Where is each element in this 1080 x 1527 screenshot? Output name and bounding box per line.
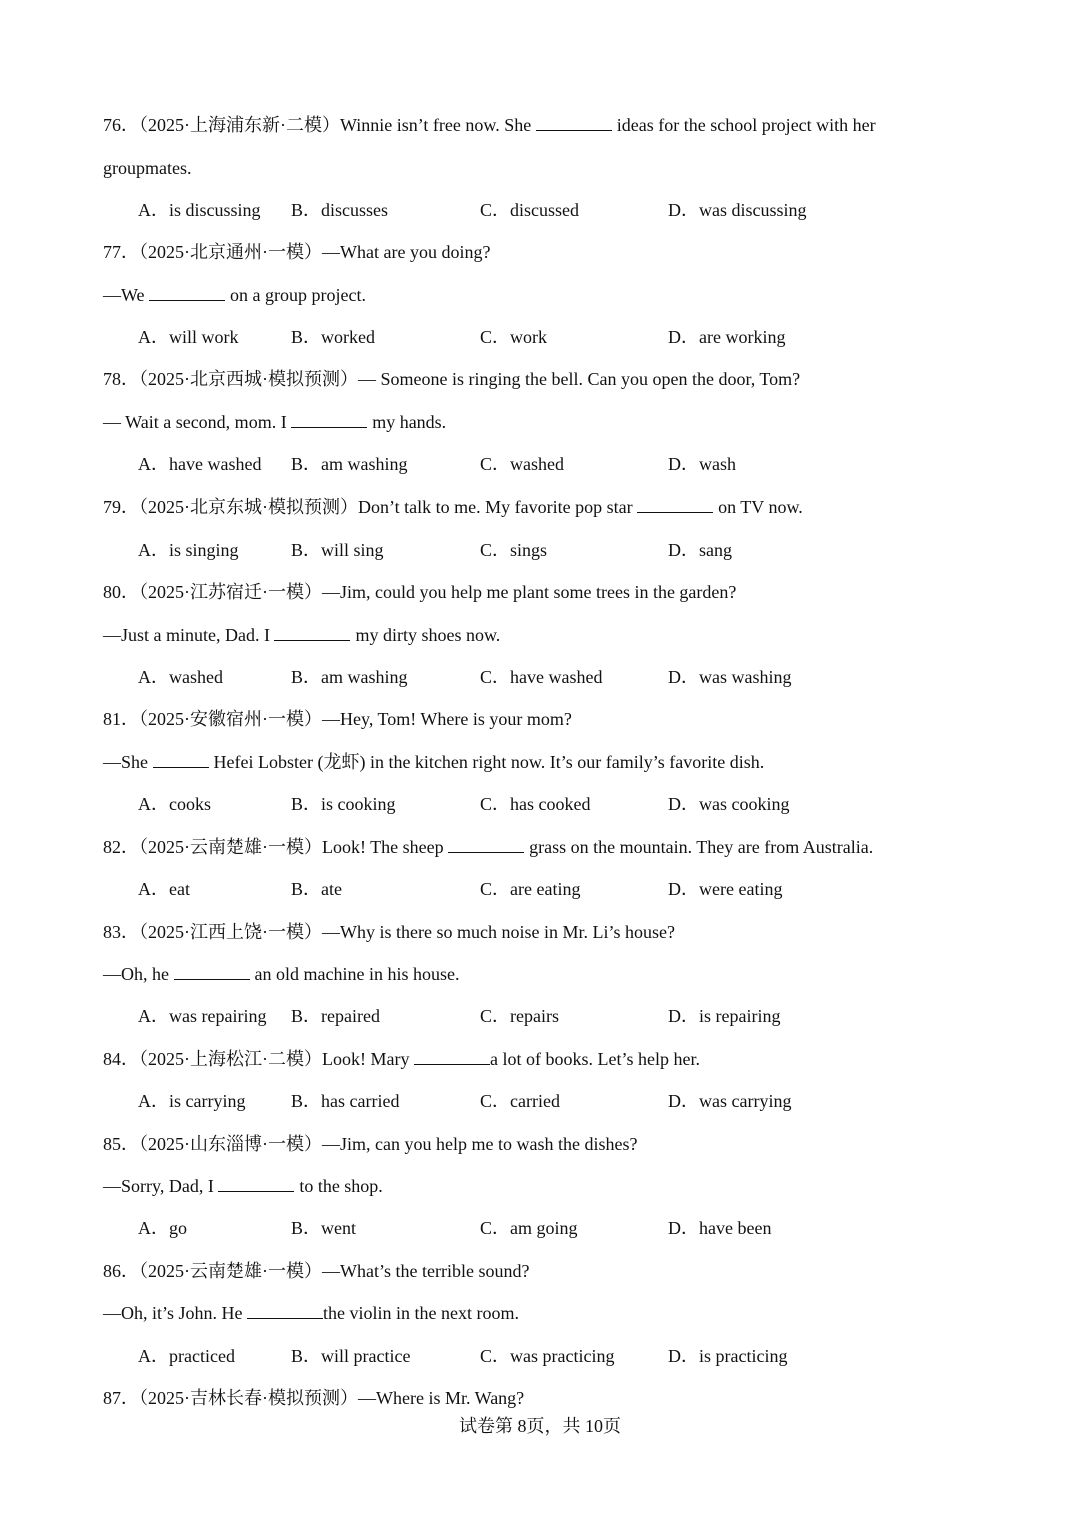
option-c[interactable]: C．was practicing <box>480 1346 615 1366</box>
question-text: Winnie isn’t free now. She <box>340 115 532 135</box>
question-81-options <box>0 789 1080 819</box>
option-a[interactable]: A．is carrying <box>138 1091 246 1111</box>
option-a[interactable]: A．washed <box>138 667 223 687</box>
option-d[interactable]: D．was discussing <box>668 200 807 220</box>
option-b[interactable]: B．worked <box>291 327 375 347</box>
option-a[interactable]: A．cooks <box>138 794 211 814</box>
question-text: Look! Mary <box>322 1049 410 1069</box>
question-number: 76． <box>103 115 139 135</box>
question-text: my dirty shoes now. <box>355 625 501 645</box>
option-d[interactable]: D．was carrying <box>668 1091 792 1111</box>
question-text: —Sorry, Dad, I <box>103 1176 214 1196</box>
question-78-continued <box>0 407 1080 437</box>
question-87-stem <box>0 1383 1080 1413</box>
question-number: 79． <box>103 497 139 517</box>
option-a[interactable]: A．go <box>138 1218 187 1238</box>
question-86-options <box>0 1341 1080 1371</box>
question-text: the violin in the next room. <box>323 1303 519 1323</box>
option-a[interactable]: A．is discussing <box>138 200 261 220</box>
question-text: —Oh, he <box>103 964 169 984</box>
question-text: —What are you doing? <box>322 242 491 262</box>
question-text: Hefei Lobster (龙虾) in the kitchen right now. It’s our family’s favorite dish. <box>213 752 765 772</box>
option-b[interactable]: B．am washing <box>291 454 408 474</box>
question-text: grass on the mountain. They are from Australia. <box>529 837 874 857</box>
question-source: （2025·上海浦东新·二模） <box>139 115 340 135</box>
question-number: 80． <box>103 582 139 602</box>
question-82-stem <box>0 832 1080 862</box>
option-d[interactable]: D．is practicing <box>668 1346 788 1366</box>
answer-blank[interactable] <box>153 766 209 768</box>
option-d[interactable]: D．are working <box>668 327 786 347</box>
option-c[interactable]: C．carried <box>480 1091 560 1111</box>
question-86-stem <box>0 1256 1080 1286</box>
option-c[interactable]: C．sings <box>480 540 548 560</box>
option-a[interactable]: A．practiced <box>138 1346 235 1366</box>
question-77-options <box>0 322 1080 352</box>
option-a[interactable]: A．was repairing <box>138 1006 267 1026</box>
question-79-options <box>0 535 1080 565</box>
answer-blank[interactable] <box>274 639 350 641</box>
question-80-options <box>0 662 1080 692</box>
question-85-stem <box>0 1129 1080 1159</box>
option-b[interactable]: B．went <box>291 1218 356 1238</box>
option-b[interactable]: B．am washing <box>291 667 408 687</box>
question-text: —What’s the terrible sound? <box>322 1261 530 1281</box>
question-text: —Hey, Tom! Where is your mom? <box>322 709 572 729</box>
option-c[interactable]: C．washed <box>480 454 564 474</box>
question-text: —Why is there so much noise in Mr. Li’s house? <box>322 922 675 942</box>
option-b[interactable]: B．is cooking <box>291 794 396 814</box>
question-78-stem <box>0 364 1080 394</box>
question-number: 87． <box>103 1388 139 1408</box>
question-number: 84． <box>103 1049 139 1069</box>
question-77-stem <box>0 237 1080 267</box>
option-d[interactable]: D．is repairing <box>668 1006 781 1026</box>
option-d[interactable]: D．have been <box>668 1218 772 1238</box>
answer-blank[interactable] <box>247 1317 323 1319</box>
question-81-stem <box>0 704 1080 734</box>
option-a[interactable]: A．have washed <box>138 454 262 474</box>
answer-blank[interactable] <box>174 978 250 980</box>
option-b[interactable]: B．repaired <box>291 1006 380 1026</box>
answer-blank[interactable] <box>448 851 524 853</box>
question-source: （2025·上海松江·二模） <box>139 1049 322 1069</box>
question-83-continued <box>0 959 1080 989</box>
option-c[interactable]: C．are eating <box>480 879 581 899</box>
question-source: （2025·吉林长春·模拟预测） <box>139 1388 358 1408</box>
question-76-continued <box>0 153 1080 183</box>
option-d[interactable]: D．was cooking <box>668 794 790 814</box>
question-text: — Wait a second, mom. I <box>103 412 287 432</box>
option-d[interactable]: D．were eating <box>668 879 783 899</box>
question-text: —Where is Mr. Wang? <box>358 1388 525 1408</box>
option-c[interactable]: C．work <box>480 327 547 347</box>
answer-blank[interactable] <box>149 299 225 301</box>
question-number: 86． <box>103 1261 139 1281</box>
option-d[interactable]: D．sang <box>668 540 732 560</box>
question-84-options <box>0 1086 1080 1116</box>
question-76-options <box>0 195 1080 225</box>
option-c[interactable]: C．repairs <box>480 1006 559 1026</box>
page-footer: 试卷第 8页，共 10页 <box>459 1416 621 1436</box>
question-text: ideas for the school project with her <box>616 115 876 135</box>
question-text: my hands. <box>372 412 447 432</box>
answer-blank[interactable] <box>414 1063 490 1065</box>
question-84-stem <box>0 1044 1080 1074</box>
option-c[interactable]: C．am going <box>480 1218 578 1238</box>
option-c[interactable]: C．discussed <box>480 200 579 220</box>
question-85-continued <box>0 1171 1080 1201</box>
answer-blank[interactable] <box>218 1190 294 1192</box>
question-text: a lot of books. Let’s help her. <box>489 1049 700 1069</box>
question-number: 82． <box>103 837 139 857</box>
question-83-options <box>0 1001 1080 1031</box>
question-text: Look! The sheep <box>322 837 444 857</box>
answer-blank[interactable] <box>291 426 367 428</box>
question-source: （2025·云南楚雄·一模） <box>139 1261 322 1281</box>
question-source: （2025·北京东城·模拟预测） <box>139 497 358 517</box>
question-text: —We <box>103 285 145 305</box>
option-b[interactable]: B．will sing <box>291 540 384 560</box>
option-a[interactable]: A．eat <box>138 879 190 899</box>
question-77-continued <box>0 280 1080 310</box>
question-text: — Someone is ringing the bell. Can you open the door, Tom? <box>358 369 801 389</box>
question-text: to the shop. <box>299 1176 383 1196</box>
question-source: （2025·北京通州·一模） <box>139 242 322 262</box>
answer-blank[interactable] <box>637 511 713 513</box>
question-source: （2025·安徽宿州·一模） <box>139 709 322 729</box>
question-86-continued <box>0 1298 1080 1328</box>
option-b[interactable]: B．has carried <box>291 1091 400 1111</box>
question-text: on TV now. <box>718 497 803 517</box>
question-83-stem <box>0 917 1080 947</box>
question-text: —She <box>103 752 148 772</box>
question-text: on a group project. <box>230 285 367 305</box>
question-text: —Jim, can you help me to wash the dishes? <box>322 1134 638 1154</box>
question-85-options <box>0 1213 1080 1243</box>
question-text: —Jim, could you help me plant some trees in the garden? <box>322 582 737 602</box>
question-text: —Just a minute, Dad. I <box>103 625 270 645</box>
question-number: 77． <box>103 242 139 262</box>
question-source: （2025·江苏宿迁·一模） <box>139 582 322 602</box>
question-source: （2025·山东淄博·一模） <box>139 1134 322 1154</box>
question-number: 78． <box>103 369 139 389</box>
option-b[interactable]: B．will practice <box>291 1346 411 1366</box>
question-81-continued <box>0 747 1080 777</box>
question-number: 83． <box>103 922 139 942</box>
option-b[interactable]: B．discusses <box>291 200 389 220</box>
question-text: Don’t talk to me. My favorite pop star <box>358 497 633 517</box>
option-d[interactable]: D．was washing <box>668 667 792 687</box>
answer-blank[interactable] <box>536 129 612 131</box>
question-79-stem <box>0 492 1080 522</box>
option-a[interactable]: A．will work <box>138 327 239 347</box>
option-b[interactable]: B．ate <box>291 879 342 899</box>
question-80-continued <box>0 620 1080 650</box>
question-text: groupmates. <box>103 158 192 178</box>
option-a[interactable]: A．is singing <box>138 540 239 560</box>
question-number: 85． <box>103 1134 139 1154</box>
question-82-options <box>0 874 1080 904</box>
question-text: an old machine in his house. <box>254 964 460 984</box>
question-source: （2025·云南楚雄·一模） <box>139 837 322 857</box>
option-c[interactable]: C．have washed <box>480 667 603 687</box>
question-text: —Oh, it’s John. He <box>103 1303 243 1323</box>
question-76-stem <box>0 110 1080 140</box>
question-80-stem <box>0 577 1080 607</box>
question-source: （2025·北京西城·模拟预测） <box>139 369 358 389</box>
question-source: （2025·江西上饶·一模） <box>139 922 322 942</box>
question-number: 81． <box>103 709 139 729</box>
option-d[interactable]: D．wash <box>668 454 736 474</box>
option-c[interactable]: C．has cooked <box>480 794 591 814</box>
question-78-options <box>0 449 1080 479</box>
